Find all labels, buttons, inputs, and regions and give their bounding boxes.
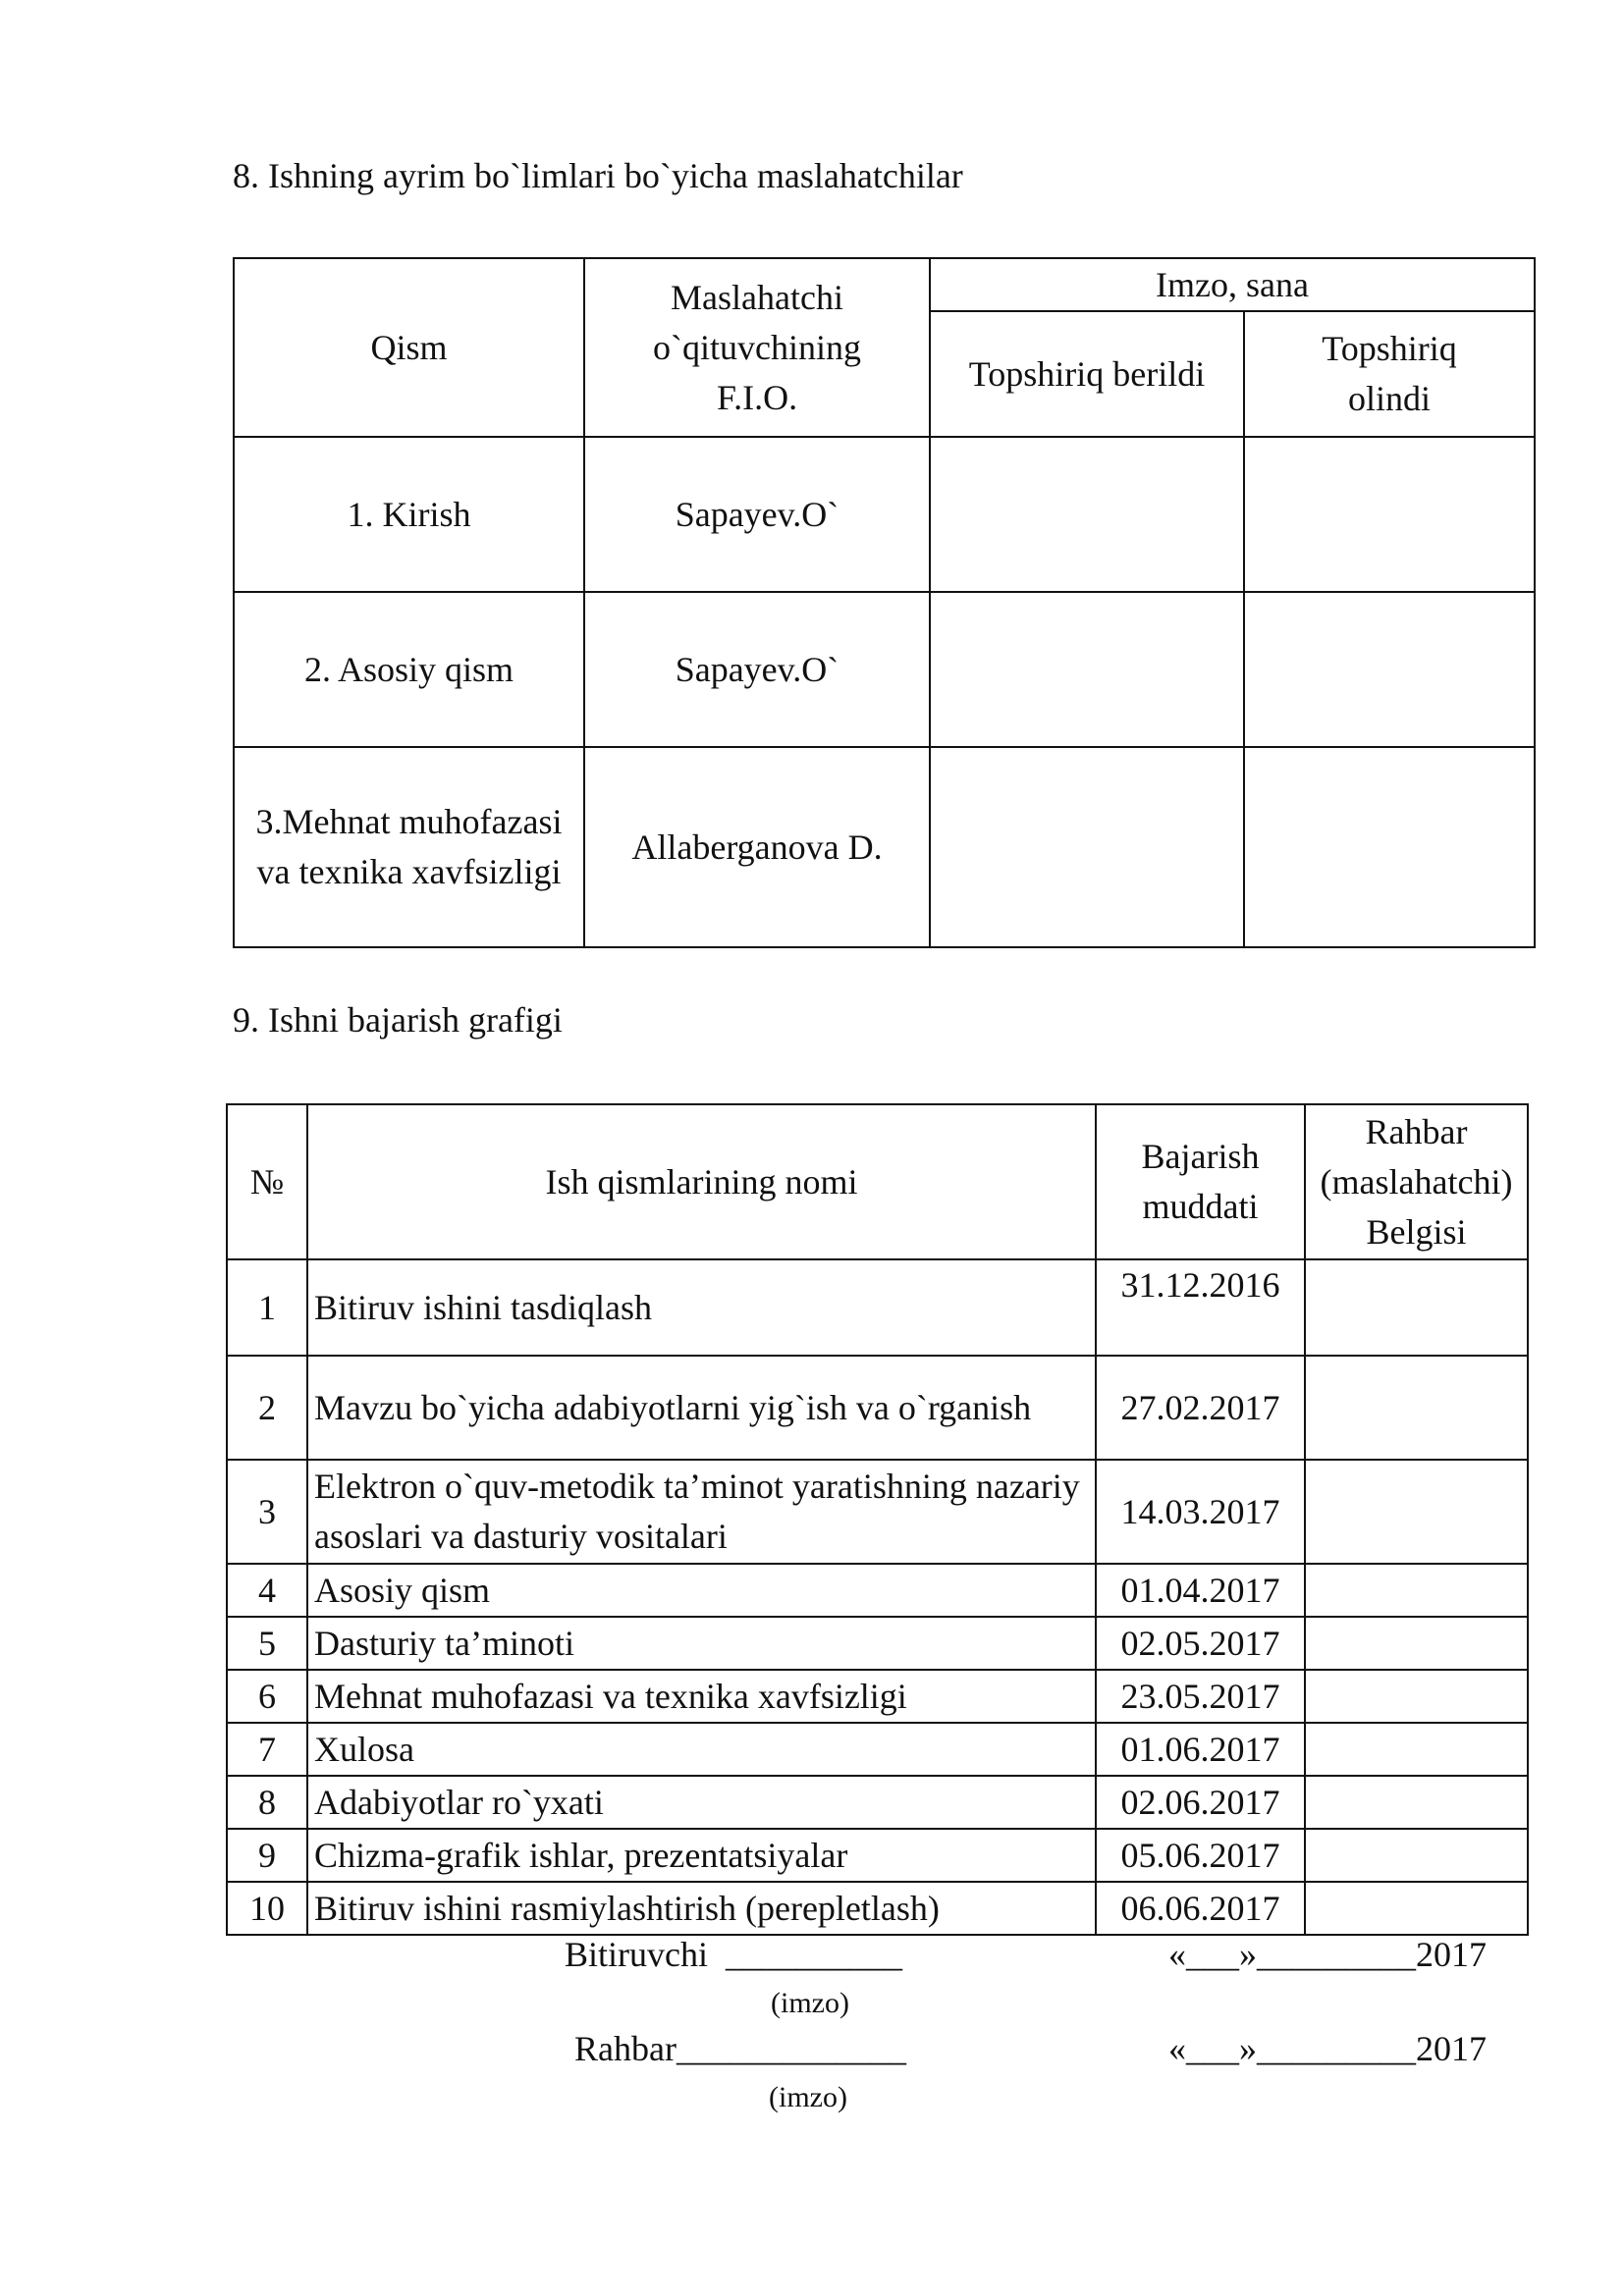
deadline-cell: 31.12.2016	[1096, 1259, 1305, 1356]
table-row	[227, 1460, 1528, 1564]
task-name-cell: Chizma-grafik ishlar, prezentatsiyalar	[307, 1829, 1096, 1882]
header-number: №	[227, 1104, 307, 1259]
number-cell: 3	[227, 1460, 307, 1564]
table-row	[227, 1356, 1528, 1460]
part-cell: 1. Kirish	[234, 437, 584, 592]
advisor-cell: Sapayev.O`	[584, 437, 930, 592]
table-row	[234, 592, 1535, 747]
supervisor-signature-caption: (imzo)	[769, 2081, 847, 2113]
table-row	[234, 437, 1535, 592]
task-name-cell: Dasturiy ta’minoti	[307, 1617, 1096, 1670]
mark-cell[interactable]	[1305, 1617, 1528, 1670]
received-cell[interactable]	[1244, 747, 1535, 947]
task-name-cell: Mavzu bo`yicha adabiyotlarni yig`ish va o`rganish	[307, 1356, 1096, 1460]
table-row	[227, 1564, 1528, 1617]
supervisor-date-line[interactable]: «___»_________2017	[1168, 2029, 1487, 2068]
number-cell: 6	[227, 1670, 307, 1723]
part-cell: 3.Mehnat muhofazasi va texnika xavfsizligi	[234, 747, 584, 947]
graduate-signature-caption: (imzo)	[771, 1987, 849, 2019]
mark-cell[interactable]	[1305, 1356, 1528, 1460]
deadline-cell: 27.02.2017	[1096, 1356, 1305, 1460]
header-task-received: Topshiriq olindi	[1244, 311, 1535, 437]
advisor-cell: Allaberganova D.	[584, 747, 930, 947]
table-row	[227, 1882, 1528, 1935]
graduate-signature-line[interactable]: Bitiruvchi __________	[565, 1935, 902, 1974]
task-name-cell: Asosiy qism	[307, 1564, 1096, 1617]
task-name-cell: Bitiruv ishini rasmiylashtirish (perepletlash)	[307, 1882, 1096, 1935]
deadline-cell: 14.03.2017	[1096, 1460, 1305, 1564]
mark-cell[interactable]	[1305, 1829, 1528, 1882]
mark-cell[interactable]	[1305, 1259, 1528, 1356]
supervisor-signature-line[interactable]: Rahbar_____________	[574, 2029, 906, 2068]
number-cell: 10	[227, 1882, 307, 1935]
header-task-given: Topshiriq berildi	[930, 311, 1244, 437]
deadline-cell: 01.06.2017	[1096, 1723, 1305, 1776]
number-cell: 8	[227, 1776, 307, 1829]
section-8-heading: 8. Ishning ayrim bo`limlari bo`yicha maslahatchilar	[233, 156, 963, 195]
table-row	[227, 1776, 1528, 1829]
header-advisor: Maslahatchi o`qituvchining F.I.O.	[584, 258, 930, 437]
advisors-table	[233, 257, 1536, 948]
schedule-table	[226, 1103, 1529, 1936]
given-cell[interactable]	[930, 747, 1244, 947]
task-name-cell: Bitiruv ishini tasdiqlash	[307, 1259, 1096, 1356]
received-cell[interactable]	[1244, 592, 1535, 747]
task-name-cell: Adabiyotlar ro`yxati	[307, 1776, 1096, 1829]
header-supervisor-mark: Rahbar (maslahatchi) Belgisi	[1305, 1104, 1528, 1259]
task-name-cell: Elektron o`quv-metodik ta’minot yaratishning nazariy asoslari va dasturiy vositalari	[307, 1460, 1096, 1564]
header-deadline: Bajarish muddati	[1096, 1104, 1305, 1259]
table-row	[227, 1670, 1528, 1723]
mark-cell[interactable]	[1305, 1670, 1528, 1723]
part-cell: 2. Asosiy qism	[234, 592, 584, 747]
deadline-cell: 02.05.2017	[1096, 1617, 1305, 1670]
received-cell[interactable]	[1244, 437, 1535, 592]
number-cell: 5	[227, 1617, 307, 1670]
number-cell: 7	[227, 1723, 307, 1776]
mark-cell[interactable]	[1305, 1723, 1528, 1776]
task-name-cell: Mehnat muhofazasi va texnika xavfsizligi	[307, 1670, 1096, 1723]
given-cell[interactable]	[930, 437, 1244, 592]
mark-cell[interactable]	[1305, 1564, 1528, 1617]
table-row	[227, 1617, 1528, 1670]
number-cell: 4	[227, 1564, 307, 1617]
deadline-cell: 06.06.2017	[1096, 1882, 1305, 1935]
number-cell: 1	[227, 1259, 307, 1356]
table-row	[234, 747, 1535, 947]
table-row	[227, 1259, 1528, 1356]
mark-cell[interactable]	[1305, 1882, 1528, 1935]
deadline-cell: 01.04.2017	[1096, 1564, 1305, 1617]
deadline-cell: 02.06.2017	[1096, 1776, 1305, 1829]
deadline-cell: 23.05.2017	[1096, 1670, 1305, 1723]
task-name-cell: Xulosa	[307, 1723, 1096, 1776]
section-9-heading: 9. Ishni bajarish grafigi	[233, 1000, 563, 1040]
table-row	[227, 1829, 1528, 1882]
mark-cell[interactable]	[1305, 1776, 1528, 1829]
number-cell: 2	[227, 1356, 307, 1460]
header-task-name: Ish qismlarining nomi	[307, 1104, 1096, 1259]
graduate-date-line[interactable]: «___»_________2017	[1168, 1935, 1487, 1974]
header-sign-date: Imzo, sana	[930, 258, 1535, 311]
given-cell[interactable]	[930, 592, 1244, 747]
header-part: Qism	[234, 258, 584, 437]
table-row	[227, 1723, 1528, 1776]
advisor-cell: Sapayev.O`	[584, 592, 930, 747]
mark-cell[interactable]	[1305, 1460, 1528, 1564]
number-cell: 9	[227, 1829, 307, 1882]
deadline-cell: 05.06.2017	[1096, 1829, 1305, 1882]
